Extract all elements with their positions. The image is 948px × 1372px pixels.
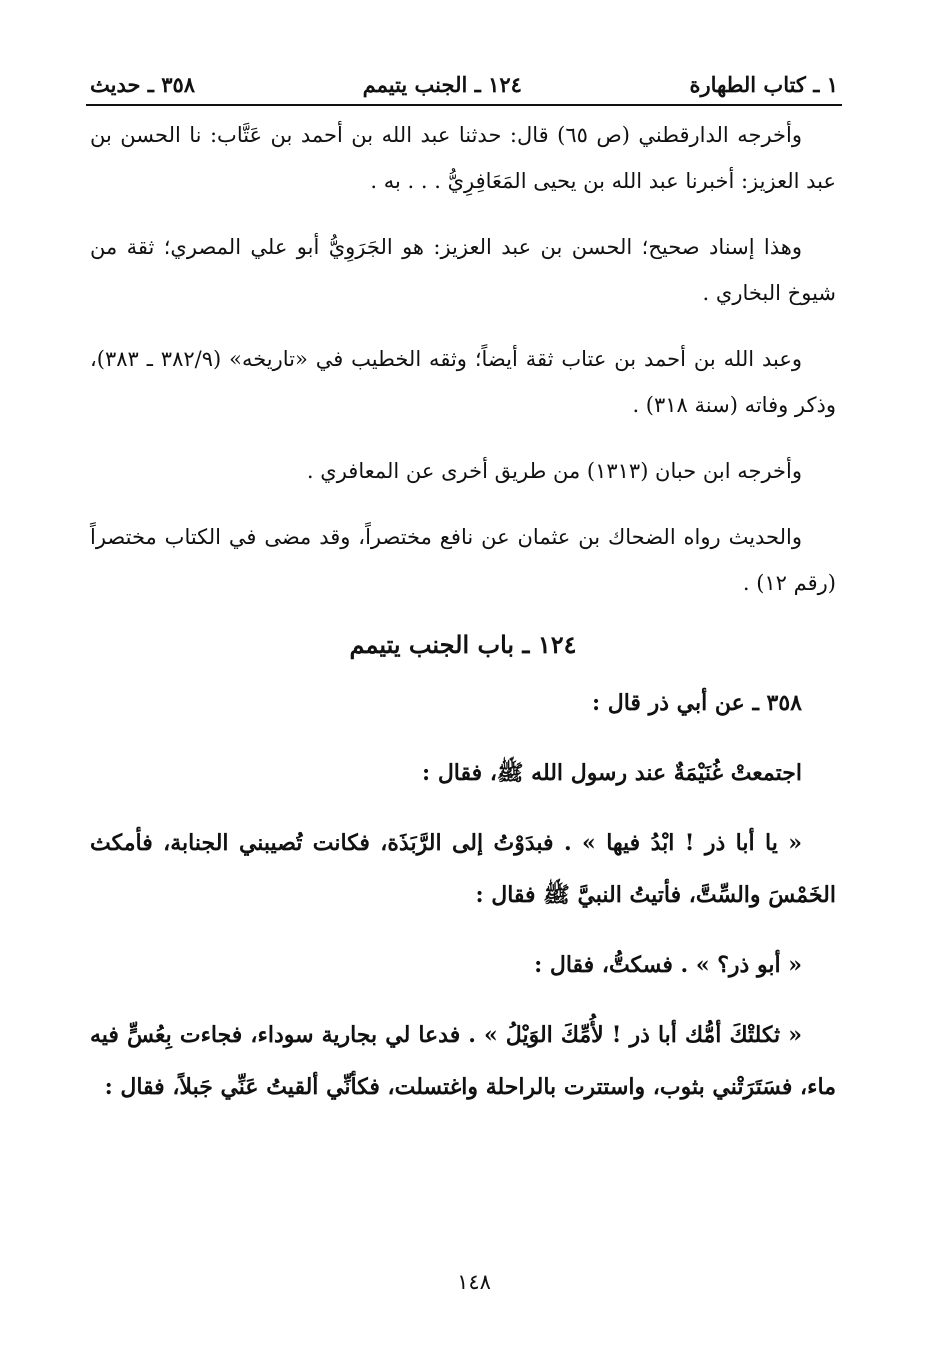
hadith-line: اجتمعتْ غُنَيْمَةٌ عند رسول الله ﷺ، فقال : <box>422 760 802 786</box>
hadith-line: ٣٥٨ ـ عن أبي ذر قال : <box>591 690 802 716</box>
header-book-title: ١ ـ كتاب الطهارة <box>689 71 838 97</box>
header-chapter-title: ١٢٤ ـ الجنب يتيمم <box>362 71 522 97</box>
hadith-line: « ثكلتْكَ أمُّك أبا ذر ! لأُمِّكَ الوَيْلُ » . فدعا لي بجارية سوداء، فجاءت بِعُسٍّ فيه ماء، فسَتَرَتْني بثوب، واستترت بالراحلة واغتسلت، فكأنِّي ألقيتُ عَنِّي جَبلاً، فقال : <box>90 1022 836 1100</box>
hadith-line: « أبو ذر؟ » . فسكتُّ، فقال : <box>534 952 802 978</box>
header-rule <box>86 104 842 106</box>
hadith-line: « يا أبا ذر ! ابْدُ فيها » . فبدَوْتُ إلى الرَّبَذَة، فكانت تُصيبني الجنابة، فأمكث الخَمْسَ والسِّتَّ، فأتيتُ النبيَّ ﷺ فقال : <box>90 830 836 908</box>
page-number: ١٤٨ <box>457 1270 491 1294</box>
commentary-paragraph: وأخرجه ابن حبان (١٣١٣) من طريق أخرى عن المعافري . <box>306 459 802 483</box>
running-header <box>90 66 838 102</box>
chapter-heading: ١٢٤ ـ باب الجنب يتيمم <box>349 630 577 659</box>
page-body <box>90 112 836 1113</box>
commentary-paragraph: وهذا إسناد صحيح؛ الحسن بن عبد العزيز: هو الجَرَوِيُّ أبو علي المصري؛ ثقة من شيوخ البخاري . <box>90 235 836 305</box>
header-hadith-number: ٣٥٨ ـ حديث <box>90 71 196 97</box>
commentary-paragraph: والحديث رواه الضحاك بن عثمان عن نافع مختصراً، وقد مضى في الكتاب مختصراً (رقم ١٢) . <box>90 525 836 595</box>
commentary-paragraph: وعبد الله بن أحمد بن عتاب ثقة أيضاً؛ وثقه الخطيب في «تاريخه» (٣٨٢/٩ ـ ٣٨٣)، وذكر وفاته (سنة ٣١٨) . <box>90 347 836 417</box>
commentary-paragraph: وأخرجه الدارقطني (ص ٦٥) قال: حدثنا عبد الله بن أحمد بن عَتَّاب: نا الحسن بن عبد العزيز: أخبرنا عبد الله بن يحيى المَعَافِرِيُّ . . . به . <box>90 123 836 193</box>
